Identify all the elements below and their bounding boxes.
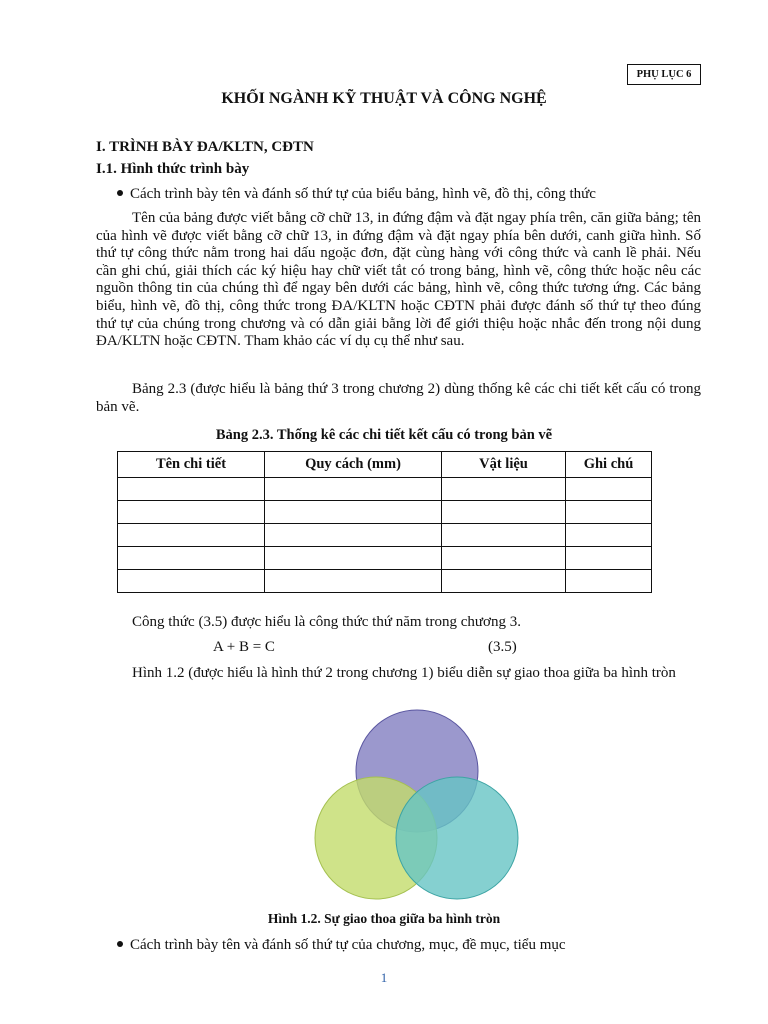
table-cell [442, 547, 566, 570]
table-row [118, 547, 652, 570]
figure-caption: Hình 1.2. Sự giao thoa giữa ba hình tròn [267, 911, 501, 926]
table-cell [118, 547, 265, 570]
bullet-item [117, 937, 566, 954]
table-cell [566, 547, 652, 570]
paragraph [96, 210, 701, 351]
table-cell [265, 478, 442, 501]
table-cell [265, 501, 442, 524]
table-cell [265, 570, 442, 593]
paragraph-text: Hình 1.2 (được hiểu là hình thứ 2 trong chương 1) biểu diễn sự giao thoa giữa ba hình tròn [132, 665, 676, 681]
paragraph-text: Bảng 2.3 (được hiểu là bảng thứ 3 trong chương 2) dùng thống kê các chi tiết kết cấu có trong bản vẽ. [96, 381, 701, 415]
bullet-text: Cách trình bày tên và đánh số thứ tự của chương, mục, đề mục, tiểu mục [130, 937, 566, 953]
data-table [117, 451, 652, 593]
table-row [118, 478, 652, 501]
table-cell [265, 524, 442, 547]
table-caption: Bảng 2.3. Thống kê các chi tiết kết cấu có trong bản vẽ [215, 427, 553, 443]
subsection-heading: I.1. Hình thức trình bày [96, 161, 250, 177]
document-title: KHỐI NGÀNH KỸ THUẬT VÀ CÔNG NGHỆ [221, 90, 547, 107]
table-cell [118, 524, 265, 547]
formula-number: (3.5) [488, 639, 517, 655]
table-cell [566, 478, 652, 501]
section-heading: I. TRÌNH BÀY ĐA/KLTN, CĐTN [96, 139, 314, 155]
table-header-row [118, 452, 652, 478]
table-cell [265, 547, 442, 570]
table-cell [118, 501, 265, 524]
paragraph [96, 381, 701, 416]
venn-diagram [300, 705, 530, 900]
table-cell [566, 524, 652, 547]
bullet-dot-icon [117, 190, 123, 196]
bullet-text: Cách trình bày tên và đánh số thứ tự của biểu bảng, hình vẽ, đồ thị, công thức [130, 186, 596, 202]
venn-circle-right [396, 777, 518, 899]
paragraph-text: Tên của bảng được viết bằng cỡ chữ 13, in đứng đậm và đặt ngay phía trên, căn giữa bảng; tên của hình vẽ được viết bằng cỡ chữ 13, in đứng đậm và đặt ngay phía bên dưới, canh giữa hình. Số thứ tự công thức nằm trong hai dấu ngoặc đơn, đặt cùng hàng với công thức và canh lề phải. Nếu cần ghi chú, giải thích các ký hiệu hay chữ viết tắt có trong bảng, hình vẽ, công thức hoặc nêu các nguồn thông tin của chúng thì để ngay bên dưới các bảng, hình vẽ, công thức tương ứng. Các bảng biểu, hình vẽ, đồ thị, công thức trong ĐA/KLTN hoặc CĐTN phải được đánh số thứ tự theo đúng thứ tự của chúng trong chương và có dẫn giải bằng lời để giới thiệu hoặc nhắc đến trong nội dung ĐA/KLTN hoặc CĐTN. Tham khảo các ví dụ cụ thể như sau. [96, 210, 701, 350]
column-header: Vật liệu [442, 452, 566, 478]
table-cell [118, 570, 265, 593]
table-cell [442, 478, 566, 501]
paragraph-text: Công thức (3.5) được hiểu là công thức thứ năm trong chương 3. [132, 614, 521, 630]
page-number: 1 [380, 970, 388, 985]
bullet-dot-icon [117, 941, 123, 947]
table-cell [442, 524, 566, 547]
table-cell [442, 501, 566, 524]
table-cell [118, 478, 265, 501]
table-row [118, 570, 652, 593]
paragraph [96, 665, 701, 683]
table-cell [566, 570, 652, 593]
bullet-item [117, 186, 596, 203]
appendix-label: PHỤ LỤC 6 [627, 64, 701, 85]
table-row [118, 501, 652, 524]
paragraph [132, 614, 692, 632]
column-header: Quy cách (mm) [265, 452, 442, 478]
column-header: Tên chi tiết [118, 452, 265, 478]
table-cell [566, 501, 652, 524]
table-row [118, 524, 652, 547]
table-cell [442, 570, 566, 593]
formula-expression: A + B = C [213, 639, 275, 655]
column-header: Ghi chú [566, 452, 652, 478]
